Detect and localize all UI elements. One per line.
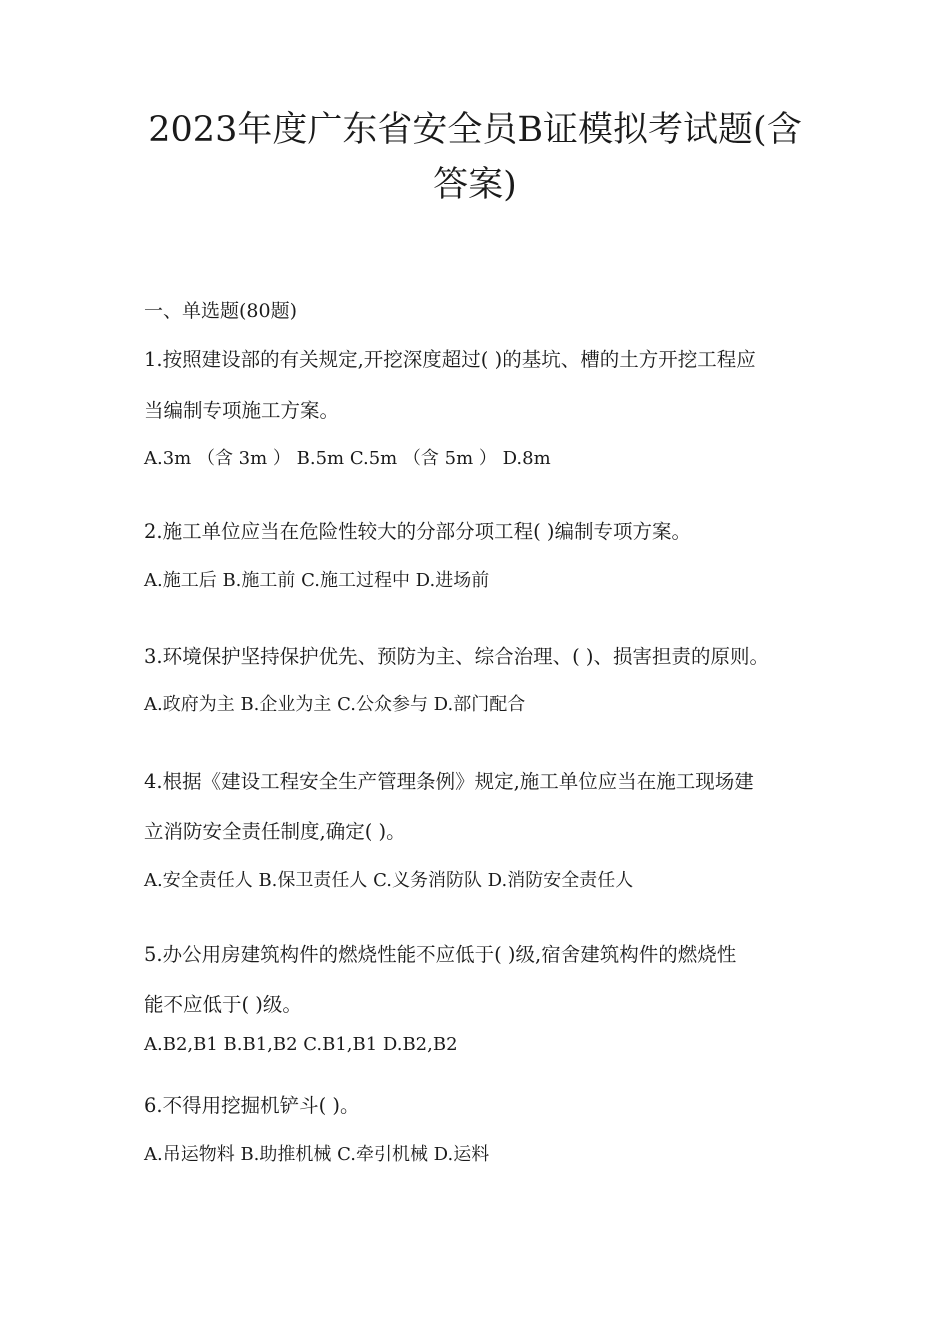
question-1-text-line-1: 1.按照建设部的有关规定,开挖深度超过( )的基坑、槽的土方开挖工程应 (144, 348, 756, 371)
title-line-2: 答案) (433, 165, 517, 205)
question-1-options: A.3m （含 3m ） B.5m C.5m （含 5m ） D.8m (144, 448, 551, 469)
question-1-text-line-2: 当编制专项施工方案。 (144, 399, 340, 422)
question-4-options: A.安全责任人 B.保卫责任人 C.义务消防队 D.消防安全责任人 (144, 870, 634, 891)
section-heading: 一、单选题(80题) (144, 300, 298, 322)
question-4-text-line-1: 4.根据《建设工程安全生产管理条例》规定,施工单位应当在施工现场建 (144, 770, 754, 793)
question-5-options: A.B2,B1 B.B1,B2 C.B1,B1 D.B2,B2 (144, 1034, 458, 1055)
question-3-text-line-1: 3.环境保护坚持保护优先、预防为主、综合治理、( )、损害担责的原则。 (144, 645, 770, 668)
question-6-options: A.吊运物料 B.助推机械 C.牵引机械 D.运料 (144, 1144, 490, 1165)
title-line-1: 2023年度广东省安全员B证模拟考试题(含 (148, 110, 802, 150)
document-title (120, 103, 830, 213)
question-6-text-line-1: 6.不得用挖掘机铲斗( )。 (144, 1094, 360, 1117)
question-2-text-line-1: 2.施工单位应当在危险性较大的分部分项工程( )编制专项方案。 (144, 520, 692, 543)
question-4-text-line-2: 立消防安全责任制度,确定( )。 (144, 820, 406, 843)
question-2-options: A.施工后 B.施工前 C.施工过程中 D.进场前 (144, 570, 490, 591)
question-5-text-line-1: 5.办公用房建筑构件的燃烧性能不应低于( )级,宿舍建筑构件的燃烧性 (144, 943, 737, 966)
question-5-text-line-2: 能不应低于( )级。 (144, 993, 302, 1016)
question-3-options: A.政府为主 B.企业为主 C.公众参与 D.部门配合 (144, 694, 526, 715)
